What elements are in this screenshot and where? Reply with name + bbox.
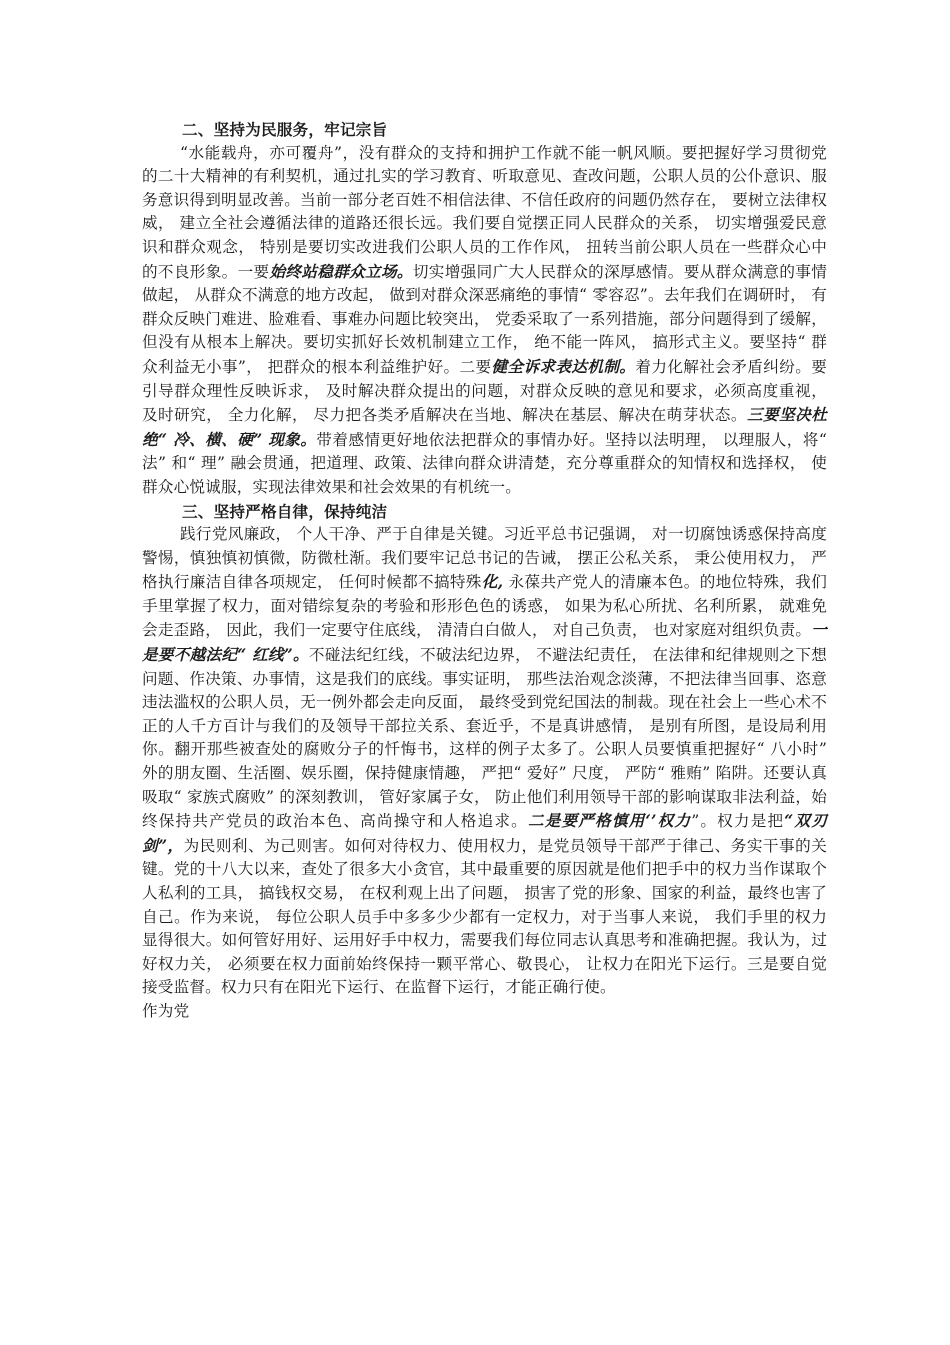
paragraph-tail: 作为党 [142, 1001, 190, 1020]
text-run: 为民则利、为己则害。如何对待权力、使用权力，是党员领导干部严于律己、务实干事的关键。党的十八大以来，查处了很多大小贪官，其中最重要的原因就是他们把手中的权力当作谋取个人私利的工具， 搞钱权交易， 在权利观上出了问题， 损害了党的形象、国家的利益，最终也害了自己。作为来说， 每位公职人员手中多多少少都有一定权力，对于当事人来说， 我们手里的权力显得很大。如何管好用好、运用好手中权力，需要我们每位同志认真思考和准确把握。我认为，过好权力关， 必须要在权力面前始终保持一颗平常心、敬畏心， 让权力在阳光下运行。三是要自觉接受监督。权力只有在阳光下运行、在监督下运行，才能正确行使。 [142, 836, 827, 997]
section-heading-serve-people: 二、坚持为民服务，牢记宗旨 [182, 120, 388, 139]
text-run: 带着感情更好地依法把群众的事情办好。坚持以法明理， 以理服人，将“ 法” 和“ 理” 融会贯通，把道理、政策、法律向群众讲清楚，充分尊重群众的知情权和选择权， 使群众心悦诚服，实现法律效果和社会效果的有机统一。 [142, 430, 828, 496]
emphasis-run: 化, [481, 572, 504, 592]
emphasis-run: 三要坚决杜绝“ 冷、横、硬” 现象。 [142, 405, 828, 449]
text-run: 永葆共产党人的清廉本色。的地位特殊，我们手里掌握了权力，面对错综复杂的考验和形形色色的诱惑， 如果为私心所扰、名利所累， 就难免会走歪路， 因此，我们一定要守住底线， 清清白白做人， 对自己负责， 也对家庭对组织负责。 [142, 573, 827, 640]
paragraph-serve-people [142, 142, 827, 500]
text-run: 不碰法纪红线，不破法纪边界， 不避法纪责任， 在法律和纪律规则之下想问题、作决策、办事情，这是我们的底线。事实证明， 那些法治观念淡薄，不把法律当回事、恣意违法滥权的公职人员，无一例外都会走向反面， 最终受到党纪国法的制裁。现在社会上一些心术不正的人千方百计与我们的及领导干部拉关系、套近乎，不是真讲感情， 是别有所图，是设局利用你。翻开那些被查处的腐败分子的忏悔书，这样的例子太多了。公职人员要慎重把握好“ 八小时” 外的朋友圈、生活圈、娱乐圈，保持健康情趣， 严把“ 爱好” 尺度， 严防“ 雅贿” 陷阱。还要认真吸取“ 家族式腐败” 的深刻教训， 管好家属子女， 防止他们利用领导干部的影响谋取非法利益，始终保持共产党员的政治本色、高尚操守和人格追求。 [142, 646, 827, 831]
emphasis-run: 一是要不越法纪“ 红线”。 [142, 620, 827, 665]
paragraph-self-discipline [142, 523, 827, 1000]
emphasis-run: 始终站稳群众立场。 [269, 261, 413, 281]
text-run: 切实增强同广大人民群众的深厚感情。要从群众满意的事情做起， 从群众不满意的地方改起， 做到对群众深恶痛绝的事情“ 零容忍”。去年我们在调研时， 有群众反映门难进、脸难看、事难办问题比较突出， 党委采取了一系列措施，部分问题得到了缓解，但没有从根本上解决。要切实抓好长效机制建立工作， 绝不能一阵风， 搞形式主义。要坚持“ 群众利益无小事”， 把群众的根本利益维护好。二要 [142, 262, 827, 376]
text-run: 着力化解社会矛盾纠纷。要引导群众理性反映诉求， 及时解决群众提出的问题，对群众反映的意见和要求，必须高度重视， 及时研究， 全力化解， 尽力把各类矛盾解决在当地、解决在基层、解决在萌芽状态。 [142, 357, 827, 425]
section-heading-self-discipline: 三、坚持严格自律，保持纯洁 [182, 501, 388, 521]
emphasis-run: 健全诉求表达机制。 [491, 356, 636, 376]
text-run: ”。权力是把 [691, 812, 785, 831]
document-page [142, 118, 827, 1024]
text-run: “水能载舟，亦可覆舟”，没有群众的支持和拥护工作就不能一帆风顺。要把握好学习贯彻党的二十大精神的有利契机，通过扎实的学习教育、听取意见、查改问题，公职人员的公仆意识、服务意识得到明显改善。当前一部分老百姓不相信法律、不信任政府的问题仍然存在， 要树立法律权威， 建立全社会遵循法律的道路还很长远。我们要自觉摆正同人民群众的关系， 切实增强爱民意识和群众观念， 特别是要切实改进我们公职人员的工作作风， 扭转当前公职人员在一些群众心中的不良形象。一要 [142, 143, 827, 281]
text-run: 践行党风廉政， 个人干净、严于自律是关键。习近平总书记强调， 对一切腐蚀诱惑保持高度警惕，慎独慎初慎微，防微杜渐。我们要牢记总书记的告诫， 摆正公私关系， 秉公使用权力， 严格执行廉洁自律各项规定， 任何时候都不搞特殊 [142, 525, 827, 592]
emphasis-run: 二是要严格慎用‘’权力 [527, 811, 692, 831]
emphasis-run: “双刃剑”， [142, 811, 827, 855]
